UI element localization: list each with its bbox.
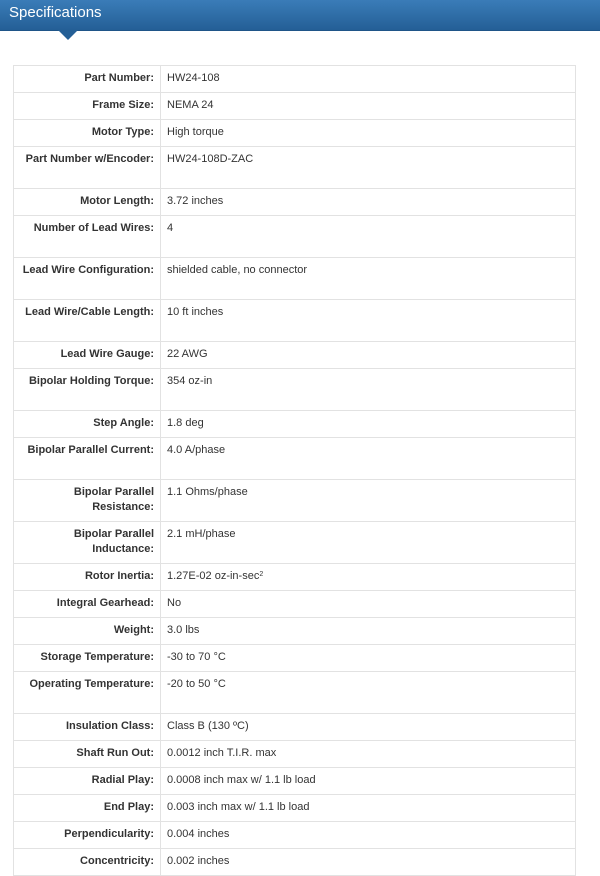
spec-value-text: 1.27E-02 oz-in-sec bbox=[167, 570, 260, 582]
spec-label: Radial Play: bbox=[14, 768, 161, 795]
spec-row bbox=[14, 849, 576, 876]
spec-value bbox=[161, 480, 576, 522]
spec-value bbox=[161, 822, 576, 849]
spec-value-text: 22 AWG bbox=[167, 348, 208, 360]
spec-value bbox=[161, 93, 576, 120]
spec-row bbox=[14, 522, 576, 564]
spec-label: Lead Wire Gauge: bbox=[14, 342, 161, 369]
spec-label: Integral Gearhead: bbox=[14, 591, 161, 618]
spec-label: Motor Type: bbox=[14, 120, 161, 147]
spec-value-text: 0.002 inches bbox=[167, 855, 230, 867]
spec-row bbox=[14, 66, 576, 93]
spec-row bbox=[14, 411, 576, 438]
spec-row bbox=[14, 672, 576, 714]
spec-row bbox=[14, 564, 576, 591]
spec-label: Bipolar Parallel Current: bbox=[14, 438, 161, 480]
spec-row bbox=[14, 714, 576, 741]
spec-value-text: 1.1 Ohms/phase bbox=[167, 486, 248, 498]
spec-label: Weight: bbox=[14, 618, 161, 645]
spec-row bbox=[14, 147, 576, 189]
spec-value bbox=[161, 768, 576, 795]
spec-value bbox=[161, 342, 576, 369]
spec-value bbox=[161, 258, 576, 300]
spec-label: Operating Temperature: bbox=[14, 672, 161, 714]
spec-value bbox=[161, 189, 576, 216]
spec-value-text: 0.0008 inch max w/ 1.1 lb load bbox=[167, 774, 316, 786]
spec-row bbox=[14, 645, 576, 672]
spec-value-text: 1.8 deg bbox=[167, 417, 204, 429]
spec-value-text: 3.0 lbs bbox=[167, 624, 200, 636]
spec-row bbox=[14, 438, 576, 480]
spec-label: Lead Wire Configuration: bbox=[14, 258, 161, 300]
spec-value-text: HW24-108 bbox=[167, 72, 220, 84]
spec-row bbox=[14, 258, 576, 300]
spec-value-text: 4.0 A/phase bbox=[167, 444, 226, 456]
spec-value bbox=[161, 411, 576, 438]
spec-label: Bipolar Parallel Resistance: bbox=[14, 480, 161, 522]
spec-row bbox=[14, 369, 576, 411]
header-pointer bbox=[58, 30, 78, 40]
spec-value bbox=[161, 591, 576, 618]
spec-value-text: 0.004 inches bbox=[167, 828, 230, 840]
spec-label: Rotor Inertia: bbox=[14, 564, 161, 591]
spec-value-text: Class B (130 ºC) bbox=[167, 720, 249, 732]
spec-row bbox=[14, 189, 576, 216]
spec-value-text: No bbox=[167, 597, 182, 609]
spec-value bbox=[161, 564, 576, 591]
spec-value bbox=[161, 438, 576, 480]
spec-value-text: shielded cable, no connector bbox=[167, 264, 308, 276]
spec-label: Frame Size: bbox=[14, 93, 161, 120]
spec-row bbox=[14, 216, 576, 258]
spec-value-text: 354 oz-in bbox=[167, 375, 213, 387]
section-header bbox=[0, 0, 600, 31]
spec-row bbox=[14, 342, 576, 369]
spec-value bbox=[161, 147, 576, 189]
spec-value-text: -30 to 70 °C bbox=[167, 651, 226, 663]
specifications-table bbox=[13, 65, 576, 876]
spec-label: Step Angle: bbox=[14, 411, 161, 438]
spec-row bbox=[14, 741, 576, 768]
spec-label: Bipolar Holding Torque: bbox=[14, 369, 161, 411]
spec-label: Insulation Class: bbox=[14, 714, 161, 741]
spec-row bbox=[14, 795, 576, 822]
spec-value bbox=[161, 849, 576, 876]
spec-label: Concentricity: bbox=[14, 849, 161, 876]
spec-value bbox=[161, 645, 576, 672]
spec-value bbox=[161, 714, 576, 741]
spec-value-text: 0.003 inch max w/ 1.1 lb load bbox=[167, 801, 310, 813]
spec-label: Bipolar Parallel Inductance: bbox=[14, 522, 161, 564]
section-title: Specifications bbox=[9, 4, 102, 21]
spec-row bbox=[14, 480, 576, 522]
spec-value bbox=[161, 741, 576, 768]
spec-value bbox=[161, 618, 576, 645]
spec-value-text: HW24-108D-ZAC bbox=[167, 153, 254, 165]
spec-value-text: 4 bbox=[167, 222, 174, 234]
spec-row bbox=[14, 93, 576, 120]
spec-value-text: 2.1 mH/phase bbox=[167, 528, 236, 540]
spec-label: Number of Lead Wires: bbox=[14, 216, 161, 258]
spec-value bbox=[161, 795, 576, 822]
spec-value-superscript: 2 bbox=[259, 571, 264, 578]
spec-value-text: -20 to 50 °C bbox=[167, 678, 226, 690]
spec-value bbox=[161, 216, 576, 258]
spec-row bbox=[14, 300, 576, 342]
spec-row bbox=[14, 618, 576, 645]
spec-label: Shaft Run Out: bbox=[14, 741, 161, 768]
spec-value bbox=[161, 66, 576, 93]
spec-label: Motor Length: bbox=[14, 189, 161, 216]
spec-value-text: 0.0012 inch T.I.R. max bbox=[167, 747, 277, 759]
spec-label: End Play: bbox=[14, 795, 161, 822]
spec-label: Storage Temperature: bbox=[14, 645, 161, 672]
spec-row bbox=[14, 822, 576, 849]
spec-label: Part Number: bbox=[14, 66, 161, 93]
spec-value bbox=[161, 120, 576, 147]
spec-value-text: High torque bbox=[167, 126, 224, 138]
spec-label: Perpendicularity: bbox=[14, 822, 161, 849]
spec-value-text: 3.72 inches bbox=[167, 195, 224, 207]
spec-row bbox=[14, 591, 576, 618]
spec-value bbox=[161, 672, 576, 714]
spec-value-text: NEMA 24 bbox=[167, 99, 214, 111]
spec-label: Part Number w/Encoder: bbox=[14, 147, 161, 189]
spec-row bbox=[14, 768, 576, 795]
spec-value bbox=[161, 369, 576, 411]
specifications-table-wrapper bbox=[13, 65, 576, 876]
spec-row bbox=[14, 120, 576, 147]
spec-value-text: 10 ft inches bbox=[167, 306, 224, 318]
spec-value bbox=[161, 522, 576, 564]
spec-value bbox=[161, 300, 576, 342]
spec-label: Lead Wire/Cable Length: bbox=[14, 300, 161, 342]
